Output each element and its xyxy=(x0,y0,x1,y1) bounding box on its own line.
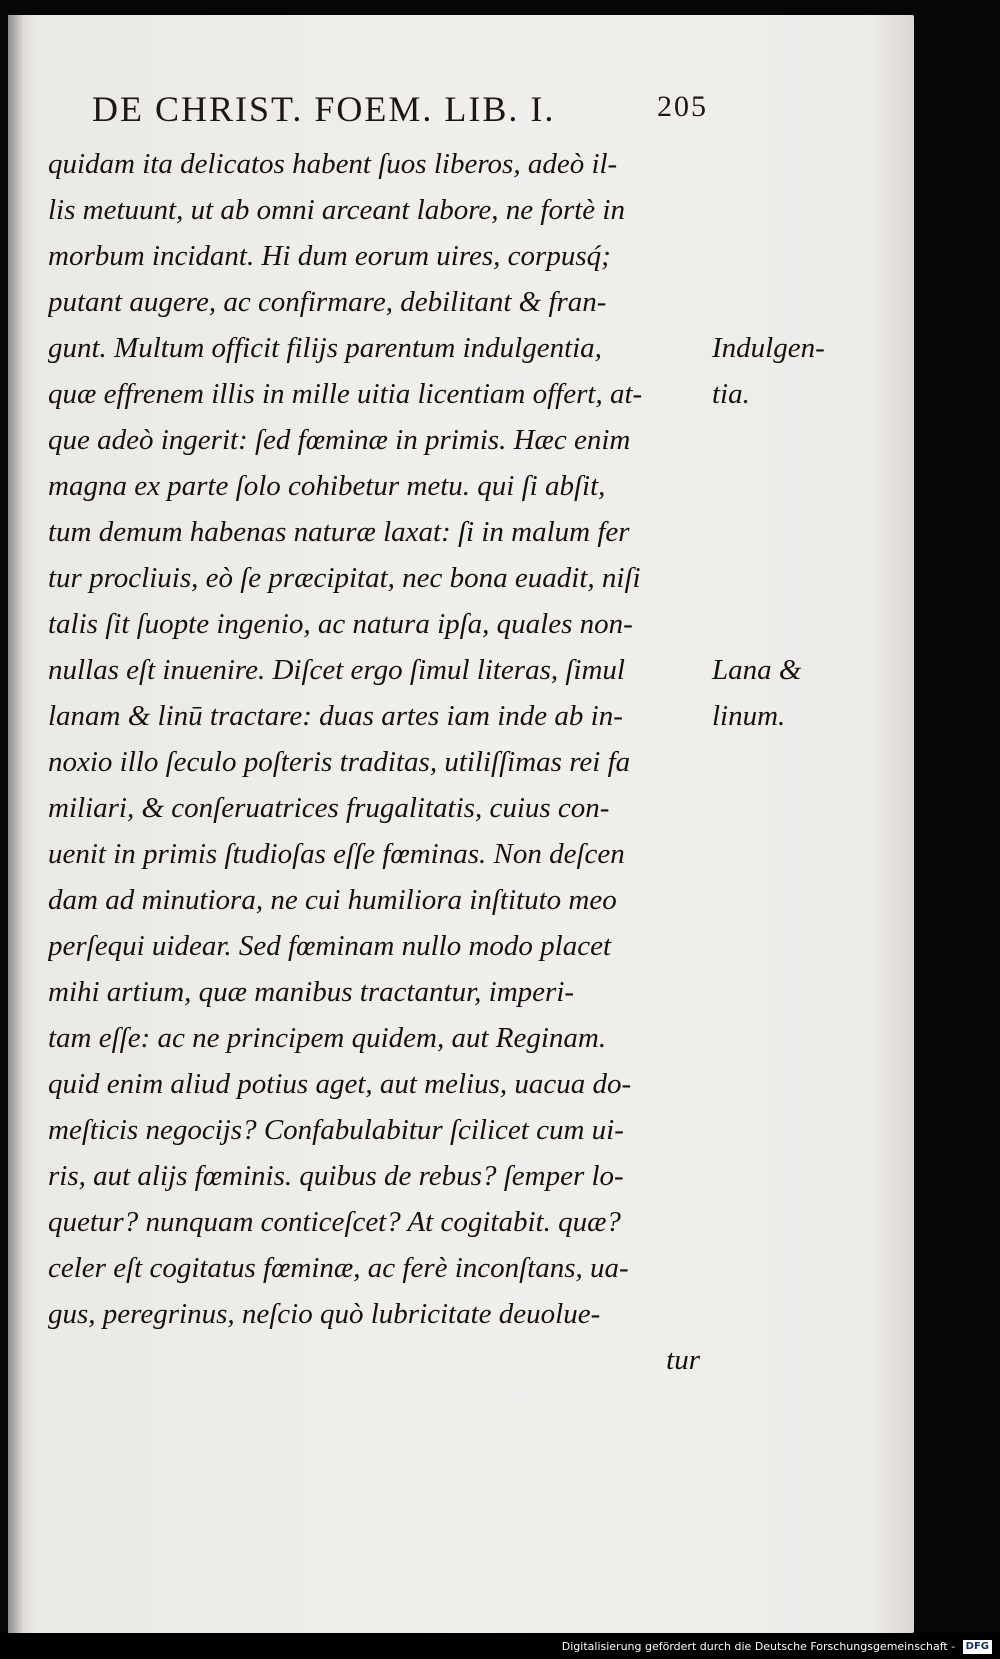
text-line: quid enim aliud potius aget, aut melius, uacua do- xyxy=(48,1068,632,1100)
dfg-logo: DFG xyxy=(963,1640,992,1654)
page-number: 205 xyxy=(657,90,708,123)
marginal-note-line: linum. xyxy=(712,700,786,732)
text-line: quæ effrenem illis in mille uitia licentiam offert, at- xyxy=(48,378,643,410)
text-line: lis metuunt, ut ab omni arceant labore, ne fortè in xyxy=(48,194,625,226)
text-line: tam eſſe: ac ne principem quidem, aut Reginam. xyxy=(48,1022,607,1054)
text-line: mihi artium, quæ manibus tractantur, imperi- xyxy=(48,976,575,1008)
marginal-note-lana xyxy=(712,647,832,739)
running-head-title: DE CHRIST. FOEM. LIB. I. xyxy=(92,89,556,129)
text-line: meſticis negocijs? Confabulabitur ſcilicet cum ui- xyxy=(48,1114,624,1146)
text-line: noxio illo ſeculo poſteris traditas, utiliſſimas rei fa xyxy=(48,746,631,778)
text-line: ris, aut alijs fœminis. quibus de rebus? ſemper lo- xyxy=(48,1160,624,1192)
text-line: tum demum habenas naturæ laxat: ſi in malum fer xyxy=(48,516,630,548)
text-line: putant augere, ac confirmare, debilitant & fran- xyxy=(48,286,607,318)
body-text xyxy=(48,141,708,1383)
marginal-note-line: Indulgen- xyxy=(712,332,825,364)
text-line: que adeò ingerit: ſed fœminæ in primis. Hæc enim xyxy=(48,424,631,456)
text-line: tur procliuis, eò ſe præcipitat, nec bona euadit, niſi xyxy=(48,562,641,594)
marginal-note-indulgentia xyxy=(712,325,832,417)
text-line: nullas eſt inuenire. Diſcet ergo ſimul literas, ſimul xyxy=(48,654,625,686)
running-head xyxy=(92,88,708,138)
digitization-credit xyxy=(562,1638,992,1656)
page-gutter-shadow xyxy=(8,15,22,1633)
text-line: dam ad minutiora, ne cui humiliora inſtituto meo xyxy=(48,884,617,916)
credit-text: Digitalisierung gefördert durch die Deutsche Forschungsgemeinschaft - xyxy=(561,1640,956,1653)
text-line: miliari, & conſeruatrices frugalitatis, cuius con- xyxy=(48,792,610,824)
text-line: magna ex parte ſolo cohibetur metu. qui ſi abſit, xyxy=(48,470,606,502)
catchword: tur xyxy=(666,1344,700,1376)
footer-bar xyxy=(0,1633,1000,1659)
text-line: uenit in primis ſtudioſas eſſe fœminas. Non deſcen xyxy=(48,838,625,870)
text-line: gus, peregrinus, neſcio quò lubricitate deuolue- xyxy=(48,1298,601,1330)
text-line: quidam ita delicatos habent ſuos liberos, adeò il- xyxy=(48,148,618,180)
text-line: quetur? nunquam conticeſcet? At cogitabit. quæ? xyxy=(48,1206,621,1238)
text-line: lanam & linū tractare: duas artes iam inde ab in- xyxy=(48,700,623,732)
text-line: gunt. Multum officit filijs parentum indulgentia, xyxy=(48,332,602,364)
text-line: perſequi uidear. Sed fœminam nullo modo placet xyxy=(48,930,612,962)
text-line: celer eſt cogitatus fœminæ, ac ferè inconſtans, ua- xyxy=(48,1252,629,1284)
text-line: morbum incidant. Hi dum eorum uires, corpusq́; xyxy=(48,240,611,272)
marginal-note-line: tia. xyxy=(712,378,750,410)
marginal-note-line: Lana & xyxy=(712,654,802,686)
text-line: talis ſit ſuopte ingenio, ac natura ipſa, quales non- xyxy=(48,608,633,640)
